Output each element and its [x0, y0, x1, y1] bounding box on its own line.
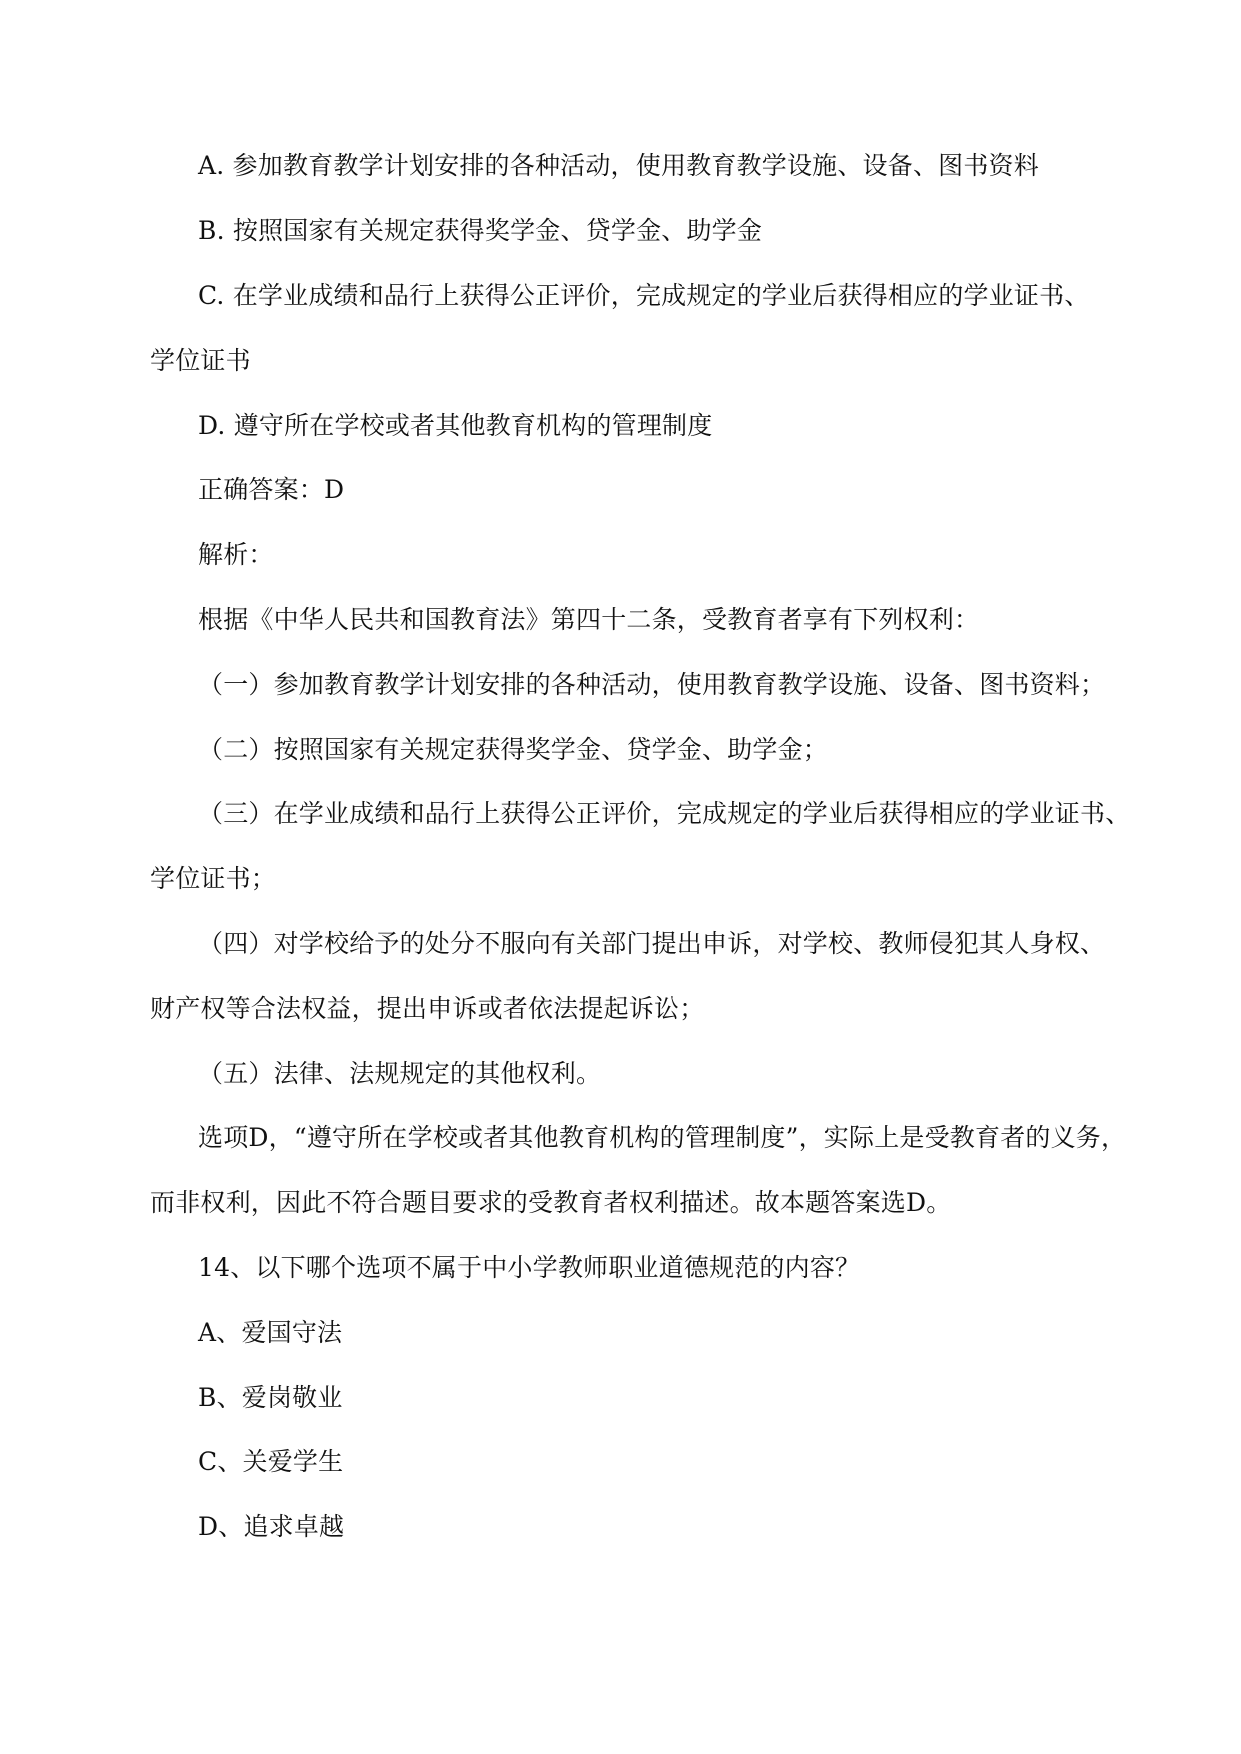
conclusion-continuation: 而非权利，因此不符合题目要求的受教育者权利描述。故本题答案选D。 — [150, 1188, 952, 1217]
question-14: 14、以下哪个选项不属于中小学教师职业道德规范的内容？ — [198, 1253, 861, 1282]
option-b-text: B. 按照国家有关规定获得奖学金、贷学金、助学金 — [198, 216, 763, 245]
right-item-3: （三）在学业成绩和品行上获得公正评价，完成规定的学业后获得相应的学业证书、 — [198, 799, 1131, 828]
q14-option-d: D、追求卓越 — [198, 1512, 345, 1541]
correct-answer: 正确答案：D — [198, 475, 345, 504]
option-c-text: C. 在学业成绩和品行上获得公正评价，完成规定的学业后获得相应的学业证书、 — [198, 281, 1090, 310]
option-a-text: A. 参加教育教学计划安排的各种活动，使用教育教学设施、设备、图书资料 — [198, 151, 1039, 180]
right-item-2: （二）按照国家有关规定获得奖学金、贷学金、助学金； — [198, 735, 829, 764]
right-item-4-continuation: 财产权等合法权益，提出申诉或者依法提起诉讼； — [150, 994, 705, 1023]
q14-option-c: C、关爱学生 — [198, 1447, 344, 1476]
explanation-paragraph: 根据《中华人民共和国教育法》第四十二条，受教育者享有下列权利： — [198, 605, 980, 634]
right-item-4: （四）对学校给予的处分不服向有关部门提出申诉，对学校、教师侵犯其人身权、 — [198, 929, 1106, 958]
q14-option-a: A、爱国守法 — [198, 1318, 343, 1347]
q14-option-b: B、爱岗敬业 — [198, 1383, 343, 1412]
explanation-heading: 解析： — [198, 540, 274, 569]
right-item-3-continuation: 学位证书； — [150, 864, 277, 893]
option-c-continuation: 学位证书 — [150, 346, 251, 375]
conclusion-paragraph: 选项D，“遵守所在学校或者其他教育机构的管理制度”，实际上是受教育者的义务， — [198, 1123, 1127, 1152]
right-item-5: （五）法律、法规规定的其他权利。 — [198, 1059, 602, 1088]
option-d-text: D. 遵守所在学校或者其他教育机构的管理制度 — [198, 411, 713, 440]
right-item-1: （一）参加教育教学计划安排的各种活动，使用教育教学设施、设备、图书资料； — [198, 670, 1106, 699]
